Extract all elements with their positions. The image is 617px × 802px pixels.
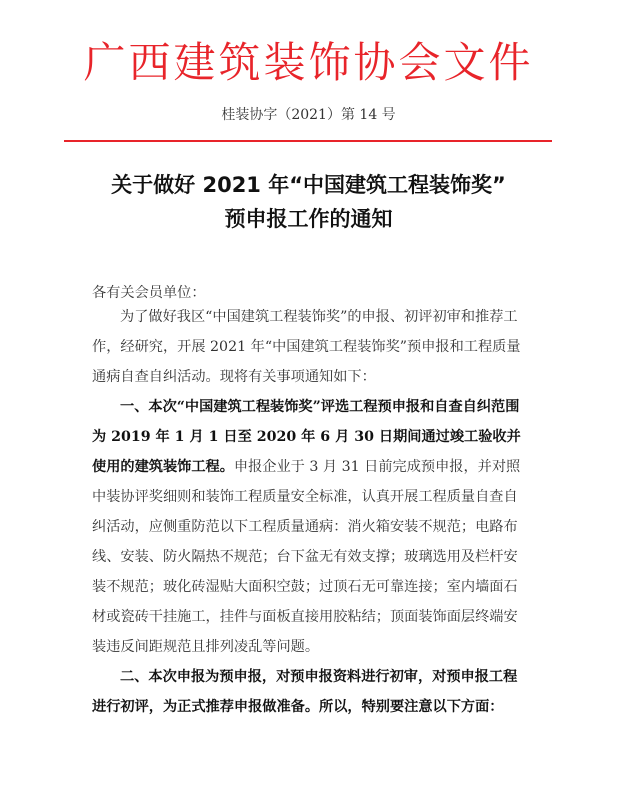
header-divider — [64, 140, 552, 142]
section-1-paragraph — [92, 392, 528, 662]
document-header-title: 广西建筑装饰协会文件 — [83, 38, 534, 87]
intro-paragraph: 为了做好我区“中国建筑工程装饰奖”的申报、初评初审和推荐工作，经研究，开展 2021 年“中国建筑工程装饰奖”预申报和工程质量通病自查自纠活动。现将有关事项通知如下： — [92, 309, 521, 385]
section-1-heading: 一、本次“中国建筑工程装饰奖”评选工程预申报和自查自纠范围为 2019 年 1 月 1 日至 2020 年 6 月 30 日期间通过竣工验收并使用的建筑装饰工程。 — [92, 399, 521, 475]
salutation: 各有关会员单位： — [92, 285, 206, 301]
section-1-text: 申报企业于 3 月 31 日前完成预申报，并对照中装协评奖细则和装饰工程质量安全标准，认真开展工程质量自查自纠活动，应侧重防范以下工程质量通病：消火箱安装不规范；电路布线、安装、防火隔热不规范；台下盆无有效支撑；玻璃选用及栏杆安装不规范；玻化砖湿贴大面积空鼓；过顶石无可靠连接；室内墙面石材或瓷砖干挂施工，挂件与面板直接用胶粘结；顶面装饰面层终端安装违反间距规范且排列凌乱等问题。 — [92, 459, 521, 655]
notice-title-line-2: 预申报工作的通知 — [224, 207, 393, 231]
notice-title — [0, 168, 617, 236]
section-2-paragraph — [92, 662, 528, 722]
document-number: 桂装协字（2021）第 14 号 — [221, 107, 396, 123]
notice-title-line-1: 关于做好 2021 年“中国建筑工程装饰奖” — [111, 173, 506, 197]
document-body — [92, 282, 528, 722]
section-2-heading: 二、本次申报为预申报，对预申报资料进行初审，对预申报工程进行初评，为正式推荐申报做准备。所以，特别要注意以下方面： — [92, 669, 518, 715]
